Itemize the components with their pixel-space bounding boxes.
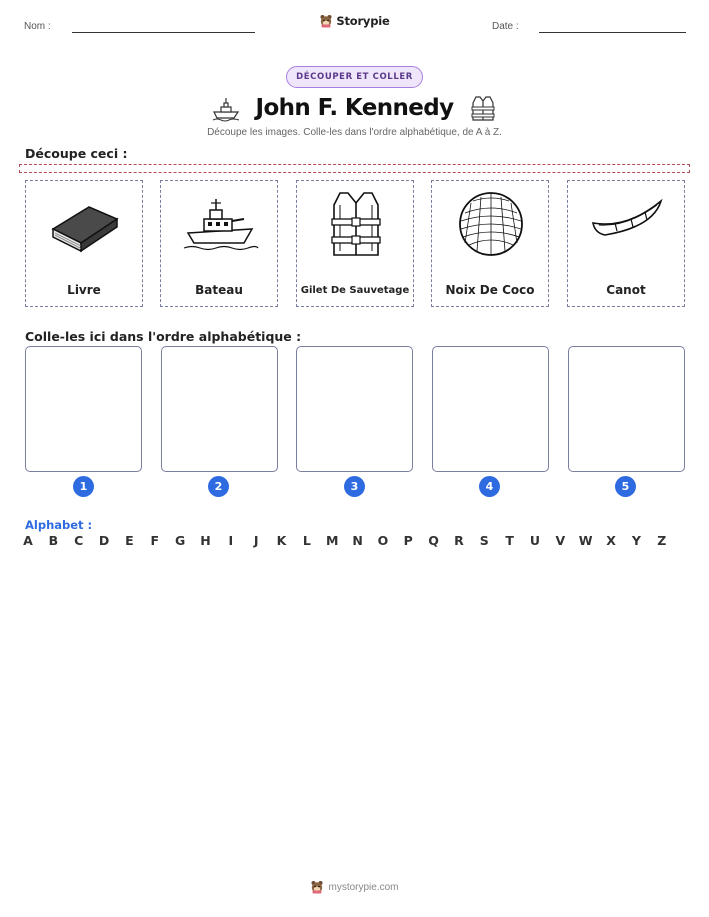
cut-section-heading: Découpe ceci : bbox=[25, 146, 128, 161]
alphabet-title: Alphabet : bbox=[25, 518, 93, 532]
life-vest-icon bbox=[468, 93, 498, 123]
slot-number-5: 5 bbox=[615, 476, 636, 497]
alphabet-letter: R bbox=[454, 533, 464, 548]
alphabet-letter: C bbox=[74, 533, 84, 548]
storypie-mascot-icon bbox=[319, 14, 333, 28]
cut-card-label: Canot bbox=[606, 283, 646, 297]
paste-box-4[interactable] bbox=[432, 346, 549, 472]
cut-card-label: Gilet De Sauvetage bbox=[300, 285, 410, 296]
alphabet-letter: W bbox=[578, 533, 593, 548]
alphabet-letter: H bbox=[200, 533, 211, 548]
footer bbox=[0, 880, 709, 894]
worksheet-header bbox=[0, 14, 709, 44]
alphabet-letter: I bbox=[228, 533, 234, 548]
date-field-line[interactable] bbox=[539, 32, 686, 33]
cut-card-boat[interactable] bbox=[160, 180, 278, 307]
alphabet-letter: G bbox=[174, 533, 186, 548]
coconut-icon bbox=[451, 189, 531, 259]
page-title: John F. Kennedy bbox=[255, 95, 454, 121]
cut-card-life-vest[interactable] bbox=[296, 180, 414, 307]
brand-logo bbox=[0, 14, 709, 28]
alphabet-letter: S bbox=[479, 533, 489, 548]
alphabet-letter: U bbox=[529, 533, 541, 548]
cut-card-canoe[interactable] bbox=[567, 180, 685, 307]
alphabet-letter: V bbox=[555, 533, 566, 548]
alphabet-letter: M bbox=[325, 533, 339, 548]
alphabet-letter: L bbox=[302, 533, 311, 548]
alphabet-letter: P bbox=[403, 533, 413, 548]
paste-box-2[interactable] bbox=[161, 346, 278, 472]
date-label: Date : bbox=[492, 21, 519, 32]
brand-name: Storypie bbox=[336, 14, 390, 28]
cut-card-label: Noix De Coco bbox=[445, 283, 535, 297]
alphabet-row bbox=[25, 533, 685, 551]
paste-section-heading: Colle-les ici dans l'ordre alphabétique : bbox=[25, 329, 302, 344]
alphabet-letter: K bbox=[276, 533, 287, 548]
activity-badge: DÉCOUPER ET COLLER bbox=[286, 66, 423, 88]
slot-number-3: 3 bbox=[344, 476, 365, 497]
footer-site[interactable]: mystorypie.com bbox=[328, 881, 399, 893]
badge-wrapper bbox=[0, 66, 709, 88]
alphabet-letter: X bbox=[606, 533, 616, 548]
paste-box-3[interactable] bbox=[296, 346, 413, 472]
alphabet-letter: T bbox=[505, 533, 514, 548]
alphabet-letter: N bbox=[352, 533, 363, 548]
paste-box-5[interactable] bbox=[568, 346, 685, 472]
alphabet-letter: D bbox=[98, 533, 110, 548]
alphabet-letter: O bbox=[377, 533, 389, 548]
alphabet-letter: B bbox=[48, 533, 59, 548]
slot-number-2: 2 bbox=[208, 476, 229, 497]
alphabet-letter: E bbox=[125, 533, 134, 548]
boat-icon bbox=[211, 93, 241, 123]
slot-number-1: 1 bbox=[73, 476, 94, 497]
cut-card-coconut[interactable] bbox=[431, 180, 549, 307]
cut-card-book[interactable] bbox=[25, 180, 143, 307]
name-label: Nom : bbox=[24, 21, 51, 32]
book-icon bbox=[45, 189, 125, 259]
life-vest-icon bbox=[316, 189, 396, 259]
paste-box-1[interactable] bbox=[25, 346, 142, 472]
boat-icon bbox=[180, 189, 260, 259]
alphabet-letter: Z bbox=[657, 533, 667, 548]
slot-number-4: 4 bbox=[479, 476, 500, 497]
alphabet-letter: A bbox=[23, 533, 33, 548]
name-field-line[interactable] bbox=[72, 32, 255, 33]
alphabet-letter: J bbox=[253, 533, 259, 548]
storypie-mascot-icon bbox=[310, 880, 324, 894]
alphabet-letter: Q bbox=[428, 533, 439, 548]
cut-line bbox=[19, 164, 690, 173]
canoe-icon bbox=[587, 189, 667, 259]
alphabet-letter: F bbox=[150, 533, 160, 548]
cut-card-label: Livre bbox=[67, 283, 101, 297]
alphabet-letter: Y bbox=[631, 533, 641, 548]
title-row bbox=[0, 91, 709, 125]
cut-card-label: Bateau bbox=[195, 283, 243, 297]
instructions-text: Découpe les images. Colle-les dans l'ordre alphabétique, de A à Z. bbox=[207, 127, 502, 138]
